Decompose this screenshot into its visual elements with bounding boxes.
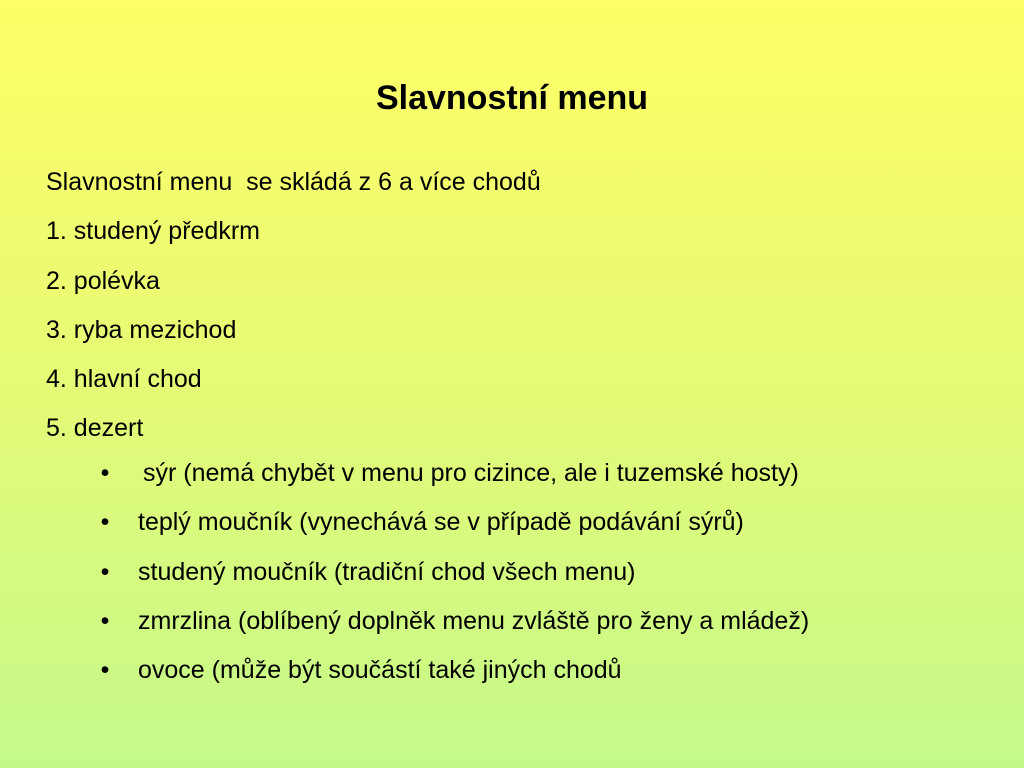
intro-line: Slavnostní menu se skládá z 6 a více chodů (46, 168, 541, 196)
dessert-item-label: sýr (nemá chybět v menu pro cizince, ale i tuzemské hosty) (143, 459, 799, 487)
bullet-icon: • (100, 459, 110, 487)
dessert-item (97, 498, 809, 547)
dessert-item-label: ovoce (může být součástí také jiných chodů (138, 656, 622, 685)
dessert-item-label: studený moučník (tradiční chod všech menu) (138, 557, 636, 586)
course-item-2: 2. polévka (46, 266, 160, 295)
dessert-item-label: zmrzlina (oblíbený doplněk menu zvláště pro ženy a mládež) (138, 606, 810, 635)
bullet-icon: • (100, 656, 110, 685)
slide-title: Slavnostní menu (375, 79, 649, 117)
course-item-1: 1. studený předkrm (46, 217, 260, 246)
dessert-item (97, 646, 809, 695)
bullet-icon: • (100, 606, 110, 635)
course-list (46, 158, 541, 454)
dessert-item (97, 449, 809, 498)
dessert-item (97, 597, 809, 646)
dessert-item-label: teplý moučník (vynechává se v případě podávání sýrů) (138, 508, 744, 537)
dessert-item (97, 548, 809, 597)
bullet-icon: • (100, 557, 110, 586)
course-item-5: 5. dezert (46, 414, 144, 443)
dessert-list (97, 449, 809, 695)
course-item-4: 4. hlavní chod (46, 365, 202, 394)
course-item-3: 3. ryba mezichod (46, 315, 237, 344)
bullet-icon: • (100, 508, 110, 537)
